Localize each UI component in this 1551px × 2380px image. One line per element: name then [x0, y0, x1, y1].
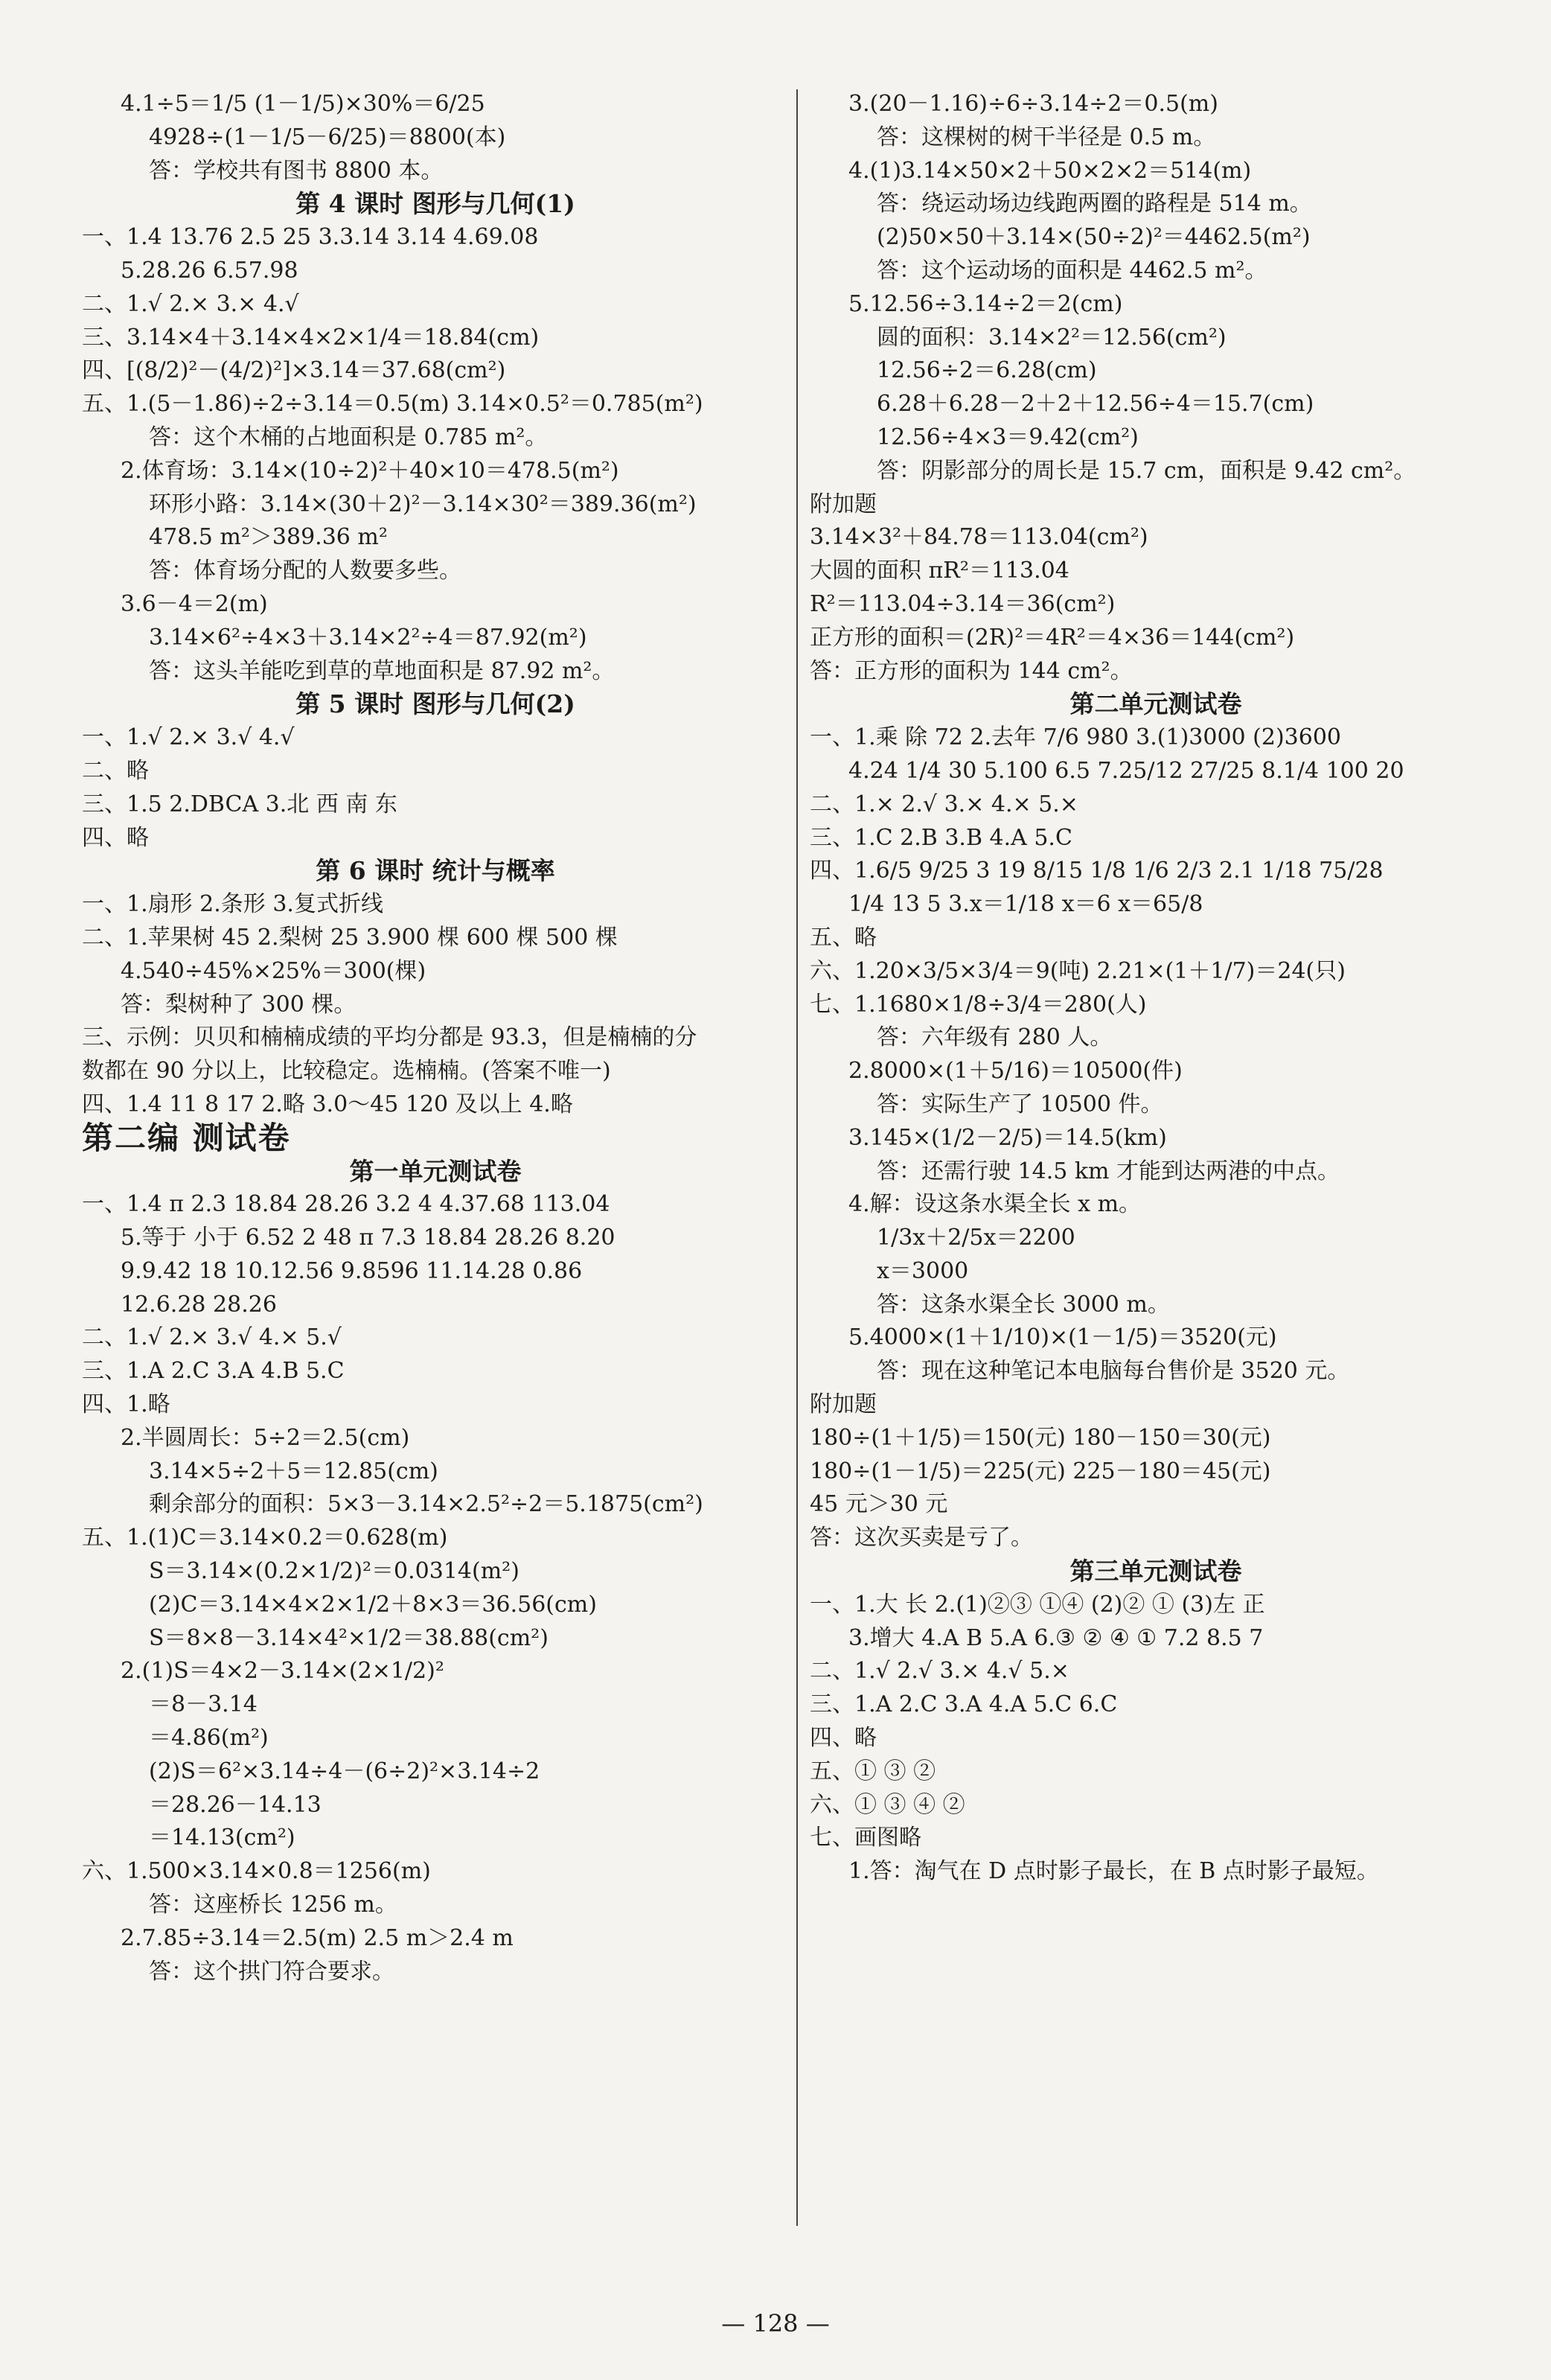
text-line: ＝28.26－14.13	[149, 1791, 322, 1818]
section-heading: 第 5 课时 图形与几何(2)	[295, 689, 575, 719]
text-line: 2.(1)S＝4×2－3.14×(2×1/2)²	[121, 1658, 444, 1685]
text-line: 答：体育场分配的人数要多些。	[149, 558, 461, 584]
text-line: 180÷(1＋1/5)＝150(元) 180－150＝30(元)	[810, 1424, 1271, 1451]
text-line: 一、1.乘 除 72 2.去年 7/6 980 3.(1)3000 (2)3600	[810, 724, 1342, 751]
text-line: 附加题	[810, 1391, 877, 1418]
text-line: 环形小路：3.14×(30＋2)²－3.14×30²＝389.36(m²)	[149, 491, 697, 517]
text-line: 五、略	[810, 924, 877, 951]
text-line: 1/4 13 5 3.x＝1/18 x＝6 x＝65/8	[848, 891, 1203, 918]
text-line: 答：现在这种笔记本电脑每台售价是 3520 元。	[877, 1358, 1350, 1385]
text-line: 3.14×3²＋84.78＝113.04(cm²)	[810, 524, 1148, 551]
text-line: 六、1.500×3.14×0.8＝1256(m)	[82, 1858, 431, 1885]
section-heading: 第 4 课时 图形与几何(1)	[295, 189, 575, 219]
text-line: 七、画图略	[810, 1825, 921, 1851]
text-line: 4.(1)3.14×50×2＋50×2×2＝514(m)	[848, 157, 1252, 184]
text-line: 四、略	[82, 824, 149, 851]
text-line: S＝8×8－3.14×4²×1/2＝38.88(cm²)	[149, 1624, 549, 1651]
text-line: 12.56÷4×3＝9.42(cm²)	[877, 424, 1139, 450]
text-line: 478.5 m²＞389.36 m²	[149, 524, 388, 551]
section-heading: 第 6 课时 统计与概率	[316, 856, 555, 886]
text-line: 附加题	[810, 491, 877, 517]
text-line: 七、1.1680×1/8÷3/4＝280(人)	[810, 991, 1147, 1018]
section-heading: 第二编 测试卷	[82, 1121, 291, 1155]
text-line: ＝8－3.14	[149, 1691, 258, 1718]
text-line: 二、1.√ 2.√ 3.× 4.√ 5.×	[810, 1658, 1069, 1685]
text-line: 答：正方形的面积为 144 cm²。	[810, 657, 1133, 684]
text-line: 答：实际生产了 10500 件。	[877, 1091, 1163, 1117]
text-line: 3.14×5÷2＋5＝12.85(cm)	[149, 1458, 438, 1484]
text-line: 答：绕运动场边线跑两圈的路程是 514 m。	[877, 191, 1312, 217]
text-line: (2)S＝6²×3.14÷4－(6÷2)²×3.14÷2	[149, 1758, 540, 1784]
text-line: 1.答：淘气在 D 点时影子最长，在 B 点时影子最短。	[848, 1858, 1379, 1885]
text-line: 正方形的面积＝(2R)²＝4R²＝4×36＝144(cm²)	[810, 624, 1295, 651]
right-column	[810, 88, 1502, 1889]
text-line: 5.12.56÷3.14÷2＝2(cm)	[848, 290, 1123, 317]
text-line: 五、① ③ ②	[810, 1758, 936, 1784]
text-line: ＝14.13(cm²)	[149, 1825, 295, 1851]
text-line: 四、略	[810, 1725, 877, 1752]
text-line: 数都在 90 分以上，比较稳定。选楠楠。(答案不唯一)	[82, 1058, 611, 1085]
text-line: 四、1.6/5 9/25 3 19 8/15 1/8 1/6 2/3 2.1 1/18 75/28	[810, 858, 1384, 884]
text-line: 4.540÷45%×25%＝300(棵)	[121, 957, 426, 984]
text-line: ＝4.86(m²)	[149, 1725, 269, 1752]
section-heading: 第二单元测试卷	[1069, 689, 1242, 719]
text-line: 12.6.28 28.26	[121, 1291, 277, 1318]
text-line: 四、1.4 11 8 17 2.略 3.0～45 120 及以上 4.略	[82, 1091, 573, 1117]
text-line: 圆的面积：3.14×2²＝12.56(cm²)	[877, 324, 1227, 351]
text-line: 一、1.扇形 2.条形 3.复式折线	[82, 891, 383, 918]
text-line: 二、1.√ 2.× 3.× 4.√	[82, 290, 299, 317]
text-line: 2.7.85÷3.14＝2.5(m) 2.5 m＞2.4 m	[121, 1924, 514, 1951]
text-line: 五、1.(5－1.86)÷2÷3.14＝0.5(m) 3.14×0.5²＝0.785(m²)	[82, 391, 703, 418]
section-heading: 第三单元测试卷	[1069, 1557, 1242, 1586]
text-line: 一、1.4 13.76 2.5 25 3.3.14 3.14 4.69.08	[82, 224, 539, 251]
text-line: R²＝113.04÷3.14＝36(cm²)	[810, 590, 1116, 617]
text-line: 答：这个拱门符合要求。	[149, 1958, 394, 1985]
text-line: 3.14×6²÷4×3＋3.14×2²÷4＝87.92(m²)	[149, 624, 587, 651]
text-line: 三、3.14×4＋3.14×4×2×1/4＝18.84(cm)	[82, 324, 540, 351]
text-line: 答：这次买卖是亏了。	[810, 1525, 1033, 1551]
text-line: 剩余部分的面积：5×3－3.14×2.5²÷2＝5.1875(cm²)	[149, 1491, 703, 1518]
text-line: 大圆的面积 πR²＝113.04	[810, 558, 1069, 584]
text-line: 答：这个木桶的占地面积是 0.785 m²。	[149, 424, 548, 450]
text-line: 一、1.4 π 2.3 18.84 28.26 3.2 4 4.37.68 113.04	[82, 1191, 610, 1218]
text-line: 一、1.√ 2.× 3.√ 4.√	[82, 724, 295, 751]
text-line: 三、示例：贝贝和楠楠成绩的平均分都是 93.3，但是楠楠的分	[82, 1024, 697, 1051]
text-line: 五、1.(1)C＝3.14×0.2＝0.628(m)	[82, 1525, 448, 1551]
text-line: 答：这棵树的树干半径是 0.5 m。	[877, 124, 1216, 150]
text-line: 答：这个运动场的面积是 4462.5 m²。	[877, 257, 1267, 284]
text-line: 三、1.5 2.DBCA 3.北 西 南 东	[82, 791, 397, 817]
text-line: (2)C＝3.14×4×2×1/2＋8×3＝36.56(cm)	[149, 1591, 597, 1618]
text-line: 4.1÷5＝1/5 (1－1/5)×30%＝6/25	[121, 91, 485, 117]
text-line: 答：学校共有图书 8800 本。	[149, 157, 444, 184]
text-line: 2.体育场：3.14×(10÷2)²＋40×10＝478.5(m²)	[121, 457, 619, 484]
text-line: 1/3x＋2/5x＝2200	[877, 1225, 1075, 1251]
text-line: 6.28＋6.28－2＋2＋12.56÷4＝15.7(cm)	[877, 391, 1314, 418]
column-divider	[796, 89, 798, 2226]
text-line: 3.增大 4.A B 5.A 6.③ ② ④ ① 7.2 8.5 7	[848, 1624, 1264, 1651]
page-number: — 128 —	[721, 2309, 830, 2338]
text-line: 2.8000×(1＋5/16)＝10500(件)	[848, 1058, 1183, 1085]
text-line: 答：阴影部分的周长是 15.7 cm，面积是 9.42 cm²。	[877, 457, 1416, 484]
text-line: 3.(20－1.16)÷6÷3.14÷2＝0.5(m)	[848, 91, 1218, 117]
text-line: 二、略	[82, 757, 149, 784]
text-line: 12.56÷2＝6.28(cm)	[877, 357, 1097, 384]
text-line: 四、[(8/2)²－(4/2)²]×3.14＝37.68(cm²)	[82, 357, 506, 384]
text-line: 答：这座桥长 1256 m。	[149, 1892, 397, 1918]
text-line: 六、① ③ ④ ②	[810, 1791, 965, 1818]
text-line: 六、1.20×3/5×3/4＝9(吨) 2.21×(1＋1/7)＝24(只)	[810, 957, 1346, 984]
text-line: 3.6－4＝2(m)	[121, 590, 268, 617]
text-line: S＝3.14×(0.2×1/2)²＝0.0314(m²)	[149, 1558, 519, 1585]
section-heading: 第一单元测试卷	[349, 1156, 522, 1186]
text-line: 180÷(1－1/5)＝225(元) 225－180＝45(元)	[810, 1458, 1271, 1484]
text-line: 4.解：设这条水渠全长 x m。	[848, 1191, 1142, 1218]
text-line: (2)50×50＋3.14×(50÷2)²＝4462.5(m²)	[877, 224, 1311, 251]
text-line: x＝3000	[877, 1257, 969, 1284]
text-line: 二、1.√ 2.× 3.√ 4.× 5.√	[82, 1324, 342, 1351]
text-line: 答：这头羊能吃到草的草地面积是 87.92 m²。	[149, 657, 615, 684]
text-line: 一、1.大 长 2.(1)②③ ①④ (2)② ① (3)左 正	[810, 1591, 1265, 1618]
text-line: 3.145×(1/2－2/5)＝14.5(km)	[848, 1124, 1167, 1151]
text-line: 三、1.A 2.C 3.A 4.B 5.C	[82, 1358, 345, 1385]
text-line: 答：还需行驶 14.5 km 才能到达两港的中点。	[877, 1158, 1340, 1184]
text-line: 答：这条水渠全长 3000 m。	[877, 1291, 1170, 1318]
text-line: 5.28.26 6.57.98	[121, 257, 298, 284]
text-line: 答：梨树种了 300 棵。	[121, 991, 356, 1018]
text-line: 二、1.苹果树 45 2.梨树 25 3.900 棵 600 棵 500 棵	[82, 924, 618, 951]
left-column	[82, 88, 789, 1988]
text-line: 5.等于 小于 6.52 2 48 π 7.3 18.84 28.26 8.20	[121, 1225, 615, 1251]
text-line: 45 元＞30 元	[810, 1491, 948, 1518]
text-line: 5.4000×(1＋1/10)×(1－1/5)＝3520(元)	[848, 1324, 1277, 1351]
text-line: 二、1.× 2.√ 3.× 4.× 5.×	[810, 791, 1078, 817]
text-line: 4928÷(1－1/5－6/25)＝8800(本)	[149, 124, 506, 150]
text-line: 9.9.42 18 10.12.56 9.8596 11.14.28 0.86	[121, 1257, 583, 1284]
text-line: 三、1.A 2.C 3.A 4.A 5.C 6.C	[810, 1691, 1118, 1718]
text-line: 答：六年级有 280 人。	[877, 1024, 1113, 1051]
text-line: 4.24 1/4 30 5.100 6.5 7.25/12 27/25 8.1/4 100 20	[848, 757, 1404, 784]
text-line: 三、1.C 2.B 3.B 4.A 5.C	[810, 824, 1072, 851]
text-line: 2.半圆周长：5÷2＝2.5(cm)	[121, 1424, 410, 1451]
text-line: 四、1.略	[82, 1391, 170, 1418]
